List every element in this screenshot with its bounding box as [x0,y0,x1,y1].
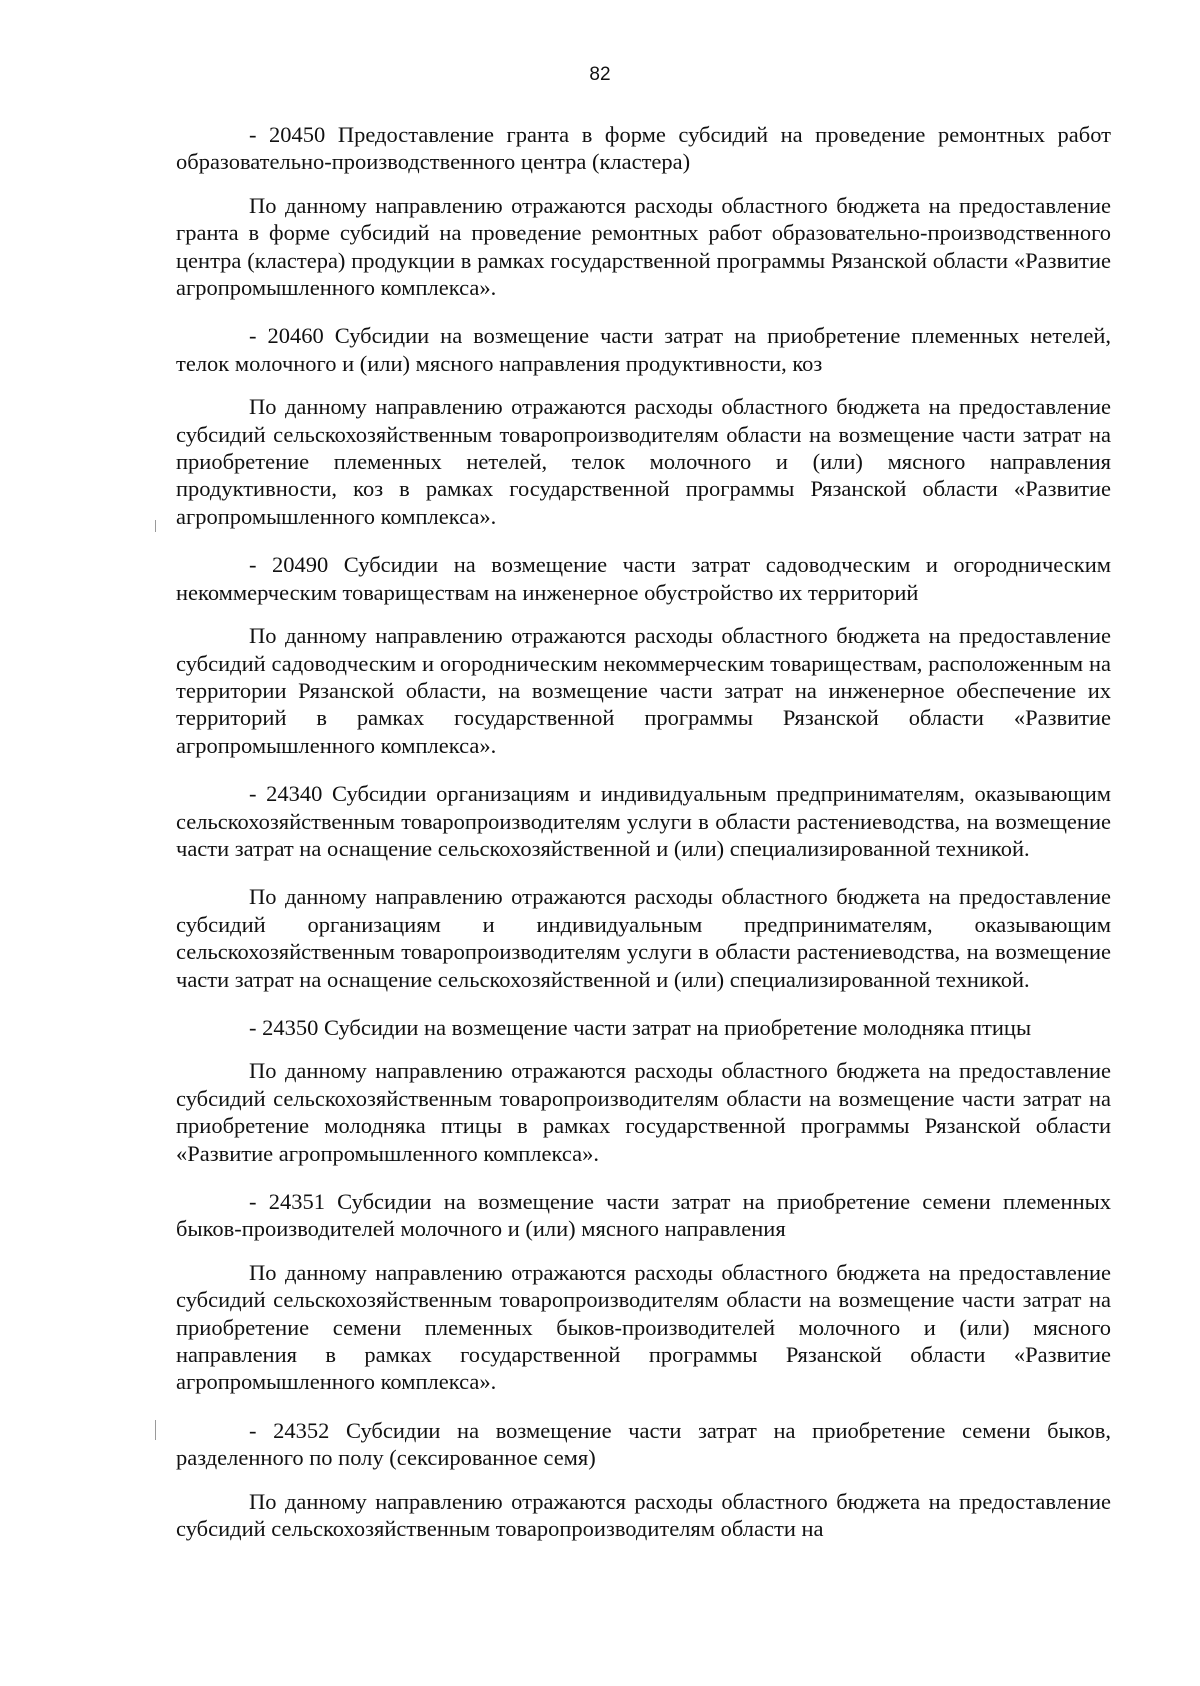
section-heading-20490: - 20490 Субсидии на возмещение части затрат садоводческим и огородническим некоммерческим товариществам на инженерное обустройство их территорий [176,552,1111,605]
section-heading-24350: - 24350 Субсидии на возмещение части затрат на приобретение молодняка птицы [249,1014,1032,1040]
section-description-20450: По данному направлению отражаются расходы областного бюджета на предоставление гранта в форме субсидий на проведение ремонтных работ образовательно-производственного центра (кластера) продукции в рамках государственной программы Рязанской области «Развитие агропромышленного комплекса». [176,192,1111,301]
section-heading-24352: - 24352 Субсидии на возмещение части затрат на приобретение семени быков, разделенного по полу (сексированное семя) [176,1417,1111,1471]
document-body [176,121,1111,1542]
page-number: 82 [589,64,611,85]
section-heading-24351: - 24351 Субсидии на возмещение части затрат на приобретение семени племенных быков-производителей молочного и (или) мясного направления [176,1189,1111,1242]
section-heading-20460: - 20460 Субсидии на возмещение части затрат на приобретение племенных нетелей, телок молочного и (или) мясного направления продуктивности, коз [176,323,1111,376]
section-description-24352: По данному направлению отражаются расходы областного бюджета на предоставление субсидий сельскохозяйственным товаропроизводителям области на [176,1488,1111,1542]
section-description-20490: По данному направлению отражаются расходы областного бюджета на предоставление субсидий садоводческим и огородническим некоммерческим товариществам, расположенным на территории Рязанской области, на возмещение части затрат на инженерное обеспечение их территорий в рамках государственной программы Рязанской области «Развитие агропромышленного комплекса». [176,623,1111,758]
section-description-24350: По данному направлению отражаются расходы областного бюджета на предоставление субсидий сельскохозяйственным товаропроизводителям области на возмещение части затрат на приобретение молодняка птицы в рамках государственной программы Рязанской области «Развитие агропромышленного комплекса». [176,1058,1111,1166]
section-heading-20450: - 20450 Предоставление гранта в форме субсидий на проведение ремонтных работ образовательно-производственного центра (кластера) [176,122,1111,175]
section-description-24351: По данному направлению отражаются расходы областного бюджета на предоставление субсидий сельскохозяйственным товаропроизводителям области на возмещение части затрат на приобретение семени племенных быков-производителей молочного и (или) мясного направления в рамках государственной программы Рязанской области «Развитие агропромышленного комплекса». [176,1259,1111,1395]
scan-artifact-mark [155,1420,156,1440]
scan-artifact-mark [155,520,156,532]
section-description-20460: По данному направлению отражаются расходы областного бюджета на предоставление субсидий сельскохозяйственным товаропроизводителям области на возмещение части затрат на приобретение племенных нетелей, телок молочного и (или) мясного направления продуктивности, коз в рамках государственной программы Рязанской области «Развитие агропромышленного комплекса». [176,394,1111,529]
section-description-24340: По данному направлению отражаются расходы областного бюджета на предоставление субсидий организациям и индивидуальным предпринимателям, оказывающим сельскохозяйственным товаропроизводителям услуги в области растениеводства, на возмещение части затрат на оснащение сельскохозяйственной и (или) специализированной техникой. [176,884,1111,992]
section-heading-24340: - 24340 Субсидии организациям и индивидуальным предпринимателям, оказывающим сельскохозяйственным товаропроизводителям услуги в области растениеводства, на возмещение части затрат на оснащение сельскохозяйственной и (или) специализированной техникой. [176,781,1111,861]
